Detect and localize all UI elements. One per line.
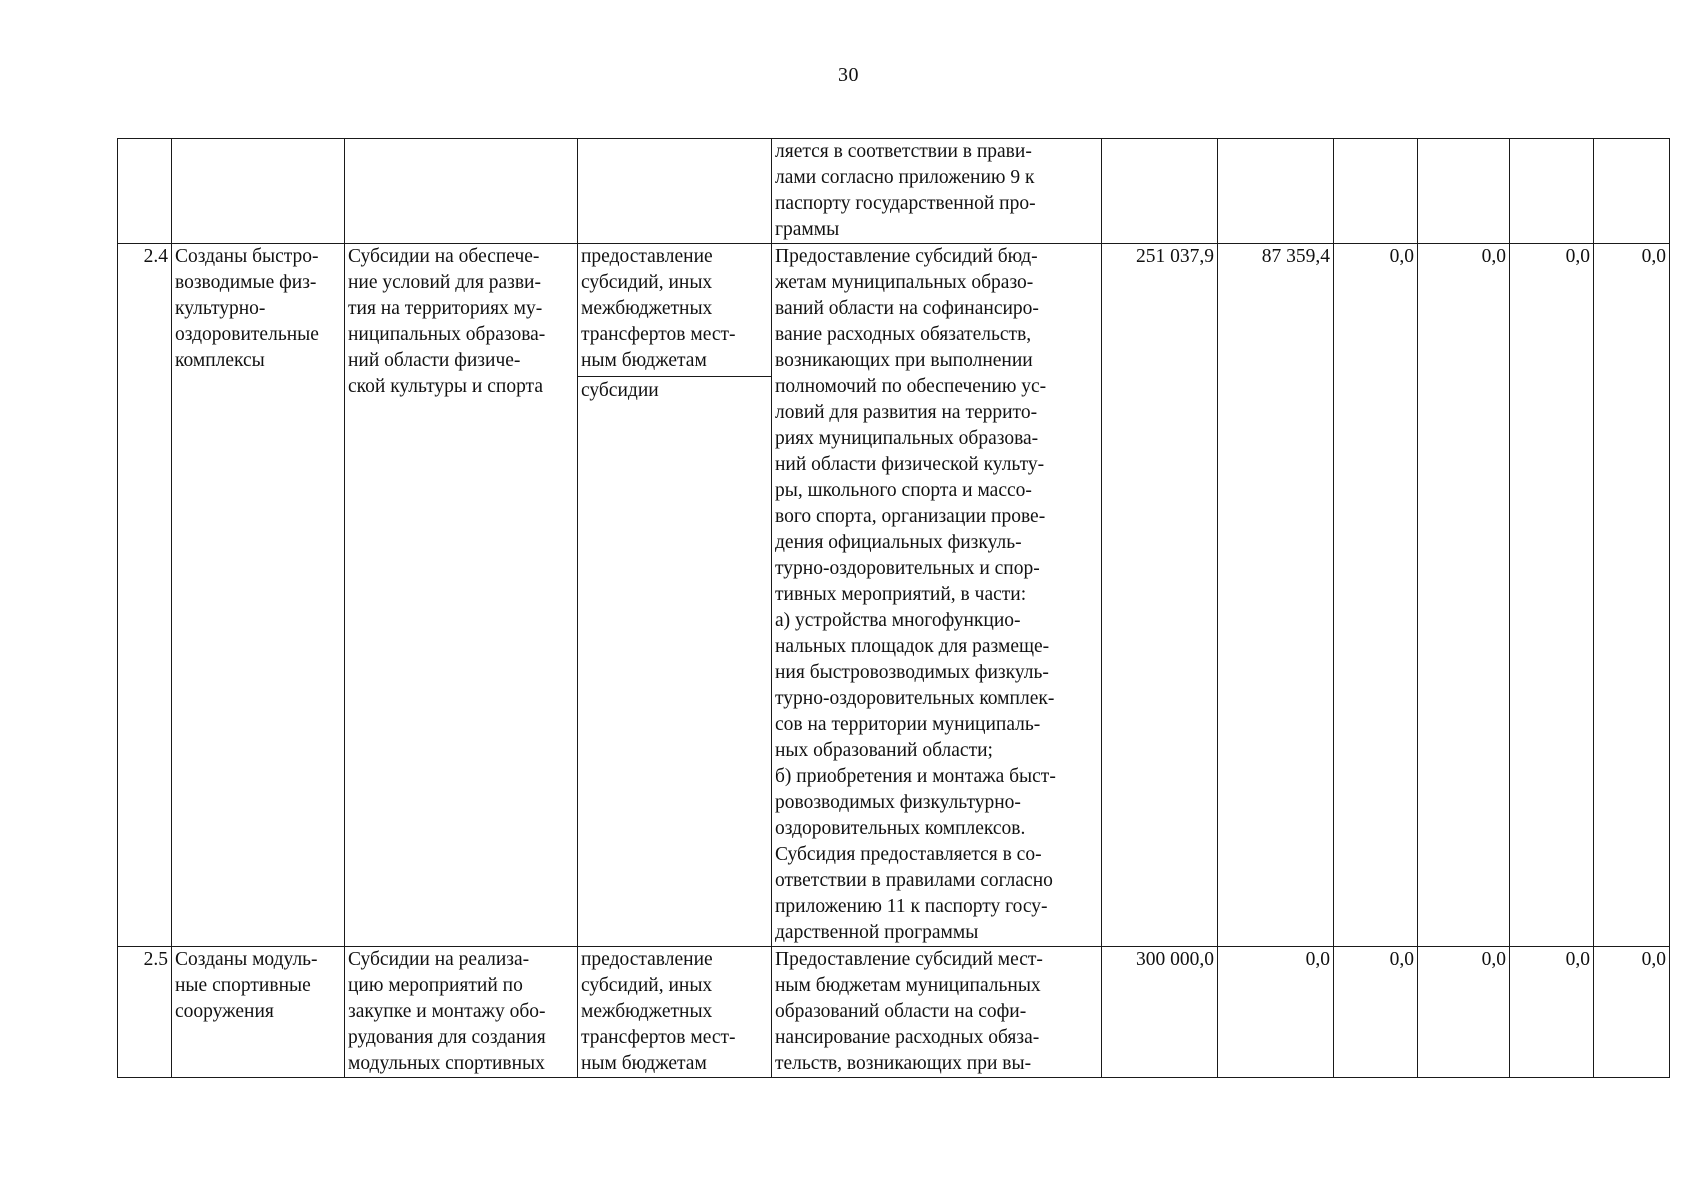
cell-line: субсидий, иных (581, 975, 713, 996)
row-number-cell: 2.4 (118, 244, 172, 947)
cell-line: ных образований области; (775, 740, 993, 761)
cell-line: ния быстровозводимых физкуль- (775, 662, 1049, 683)
table-row (118, 139, 1670, 244)
cell-line: рудования для создания (348, 1027, 546, 1048)
value-cell-1 (1102, 139, 1218, 244)
cell-line: сов на территории муниципаль- (775, 714, 1041, 735)
measure-name-cell (345, 139, 578, 244)
cell-line: ответствии в правилами согласно (775, 870, 1053, 891)
cell-line: вого спорта, организации прове- (775, 506, 1046, 527)
value-cell-2 (1218, 139, 1334, 244)
cell-line: Субсидия предоставляется в со- (775, 844, 1042, 865)
value-cell-3: 0,0 (1334, 947, 1418, 1078)
cell-line: дения официальных физкуль- (775, 532, 1022, 553)
result-cell (172, 244, 345, 947)
measure-name-cell (345, 947, 578, 1078)
cell-line: ляется в соответствии в прави- (775, 141, 1032, 162)
value-cell-4: 0,0 (1418, 947, 1510, 1078)
cell-line: турно-оздоровительных и спор- (775, 558, 1040, 579)
value-cell-3 (1334, 139, 1418, 244)
direction-cell (578, 139, 772, 244)
cell-line: субсидий, иных (581, 272, 713, 293)
cell-line: нальных площадок для размеще- (775, 636, 1050, 657)
value-cell-6 (1594, 139, 1670, 244)
cell-line: Созданы быстро- (175, 246, 319, 267)
cell-line: межбюджетных (581, 1001, 713, 1022)
row-number-cell (118, 139, 172, 244)
cell-line: паспорту государственной про- (775, 193, 1036, 214)
cell-line: ний области физической культу- (775, 454, 1045, 475)
cell-line: тельств, возникающих при вы- (775, 1053, 1032, 1074)
cell-line: цию мероприятий по (348, 975, 523, 996)
cell-line: комплексы (175, 350, 265, 371)
cell-line: ные спортивные (175, 975, 311, 996)
cell-line: Субсидии на реализа- (348, 949, 530, 970)
cell-line: а) устройства многофункцио- (775, 610, 1021, 631)
value-cell-5 (1510, 139, 1594, 244)
cell-line: тивных мероприятий, в части: (775, 584, 1027, 605)
direction-cell (578, 244, 772, 947)
value-cell-1: 251 037,9 (1102, 244, 1218, 947)
value-cell-6: 0,0 (1594, 244, 1670, 947)
cell-line: возводимые физ- (175, 272, 317, 293)
cell-line: сооружения (175, 1001, 274, 1022)
cell-line: культурно- (175, 298, 266, 319)
direction-cell (578, 947, 772, 1078)
cell-line: тия на территориях му- (348, 298, 543, 319)
value-cell-4 (1418, 139, 1510, 244)
measure-name-cell (345, 244, 578, 947)
direction-sub (581, 377, 768, 404)
cell-line: межбюджетных (581, 298, 713, 319)
cell-line: трансфертов мест- (581, 324, 736, 345)
value-cell-6: 0,0 (1594, 947, 1670, 1078)
cell-line: приложению 11 к паспорту госу- (775, 896, 1048, 917)
value-cell-5: 0,0 (1510, 244, 1594, 947)
cell-line: ным бюджетам (581, 350, 707, 371)
cell-line: Предоставление субсидий мест- (775, 949, 1043, 970)
cell-line: предоставление (581, 246, 713, 267)
cell-line: турно-оздоровительных комплек- (775, 688, 1055, 709)
page-number: 30 (838, 64, 859, 86)
cell-line: б) приобретения и монтажа быст- (775, 766, 1056, 787)
cell-line: граммы (775, 219, 840, 240)
cell-line: трансфертов мест- (581, 1027, 736, 1048)
cell-line: ным бюджетам муниципальных (775, 975, 1041, 996)
cell-line: ры, школьного спорта и массо- (775, 480, 1032, 501)
cell-line: ние условий для разви- (348, 272, 541, 293)
cell-line: ний области физиче- (348, 350, 521, 371)
value-cell-4: 0,0 (1418, 244, 1510, 947)
program-table (117, 138, 1670, 1078)
cell-line: оздоровительные (175, 324, 319, 345)
cell-line: субсидии (581, 380, 659, 401)
result-cell (172, 947, 345, 1078)
cell-line: ской культуры и спорта (348, 376, 543, 397)
cell-line: возникающих при выполнении (775, 350, 1033, 371)
cell-line: риях муниципальных образова- (775, 428, 1039, 449)
cell-line: модульных спортивных (348, 1053, 545, 1074)
value-cell-2: 0,0 (1218, 947, 1334, 1078)
cell-line: ваний области на софинансиро- (775, 298, 1039, 319)
description-cell (772, 947, 1102, 1078)
cell-line: Предоставление субсидий бюд- (775, 246, 1038, 267)
table-row (118, 244, 1670, 947)
cell-line: вание расходных обязательств, (775, 324, 1032, 345)
description-cell (772, 139, 1102, 244)
description-cell (772, 244, 1102, 947)
cell-line: дарственной программы (775, 922, 979, 943)
cell-line: ловий для развития на террито- (775, 402, 1038, 423)
value-cell-1: 300 000,0 (1102, 947, 1218, 1078)
cell-line: образований области на софи- (775, 1001, 1027, 1022)
cell-line: лами согласно приложению 9 к (775, 167, 1035, 188)
cell-line: Субсидии на обеспече- (348, 246, 540, 267)
row-number-cell: 2.5 (118, 947, 172, 1078)
cell-line: полномочий по обеспечению ус- (775, 376, 1047, 397)
table-body (118, 139, 1670, 1078)
cell-line: ровозводимых физкультурно- (775, 792, 1021, 813)
cell-line: оздоровительных комплексов. (775, 818, 1026, 839)
cell-line: Созданы модуль- (175, 949, 318, 970)
result-cell (172, 139, 345, 244)
direction-main (578, 244, 771, 377)
cell-line: ным бюджетам (581, 1053, 707, 1074)
value-cell-5: 0,0 (1510, 947, 1594, 1078)
value-cell-2: 87 359,4 (1218, 244, 1334, 947)
cell-line: предоставление (581, 949, 713, 970)
cell-line: закупке и монтажу обо- (348, 1001, 546, 1022)
table-row (118, 947, 1670, 1078)
value-cell-3: 0,0 (1334, 244, 1418, 947)
cell-line: жетам муниципальных образо- (775, 272, 1034, 293)
cell-line: ниципальных образова- (348, 324, 546, 345)
cell-line: нансирование расходных обяза- (775, 1027, 1040, 1048)
